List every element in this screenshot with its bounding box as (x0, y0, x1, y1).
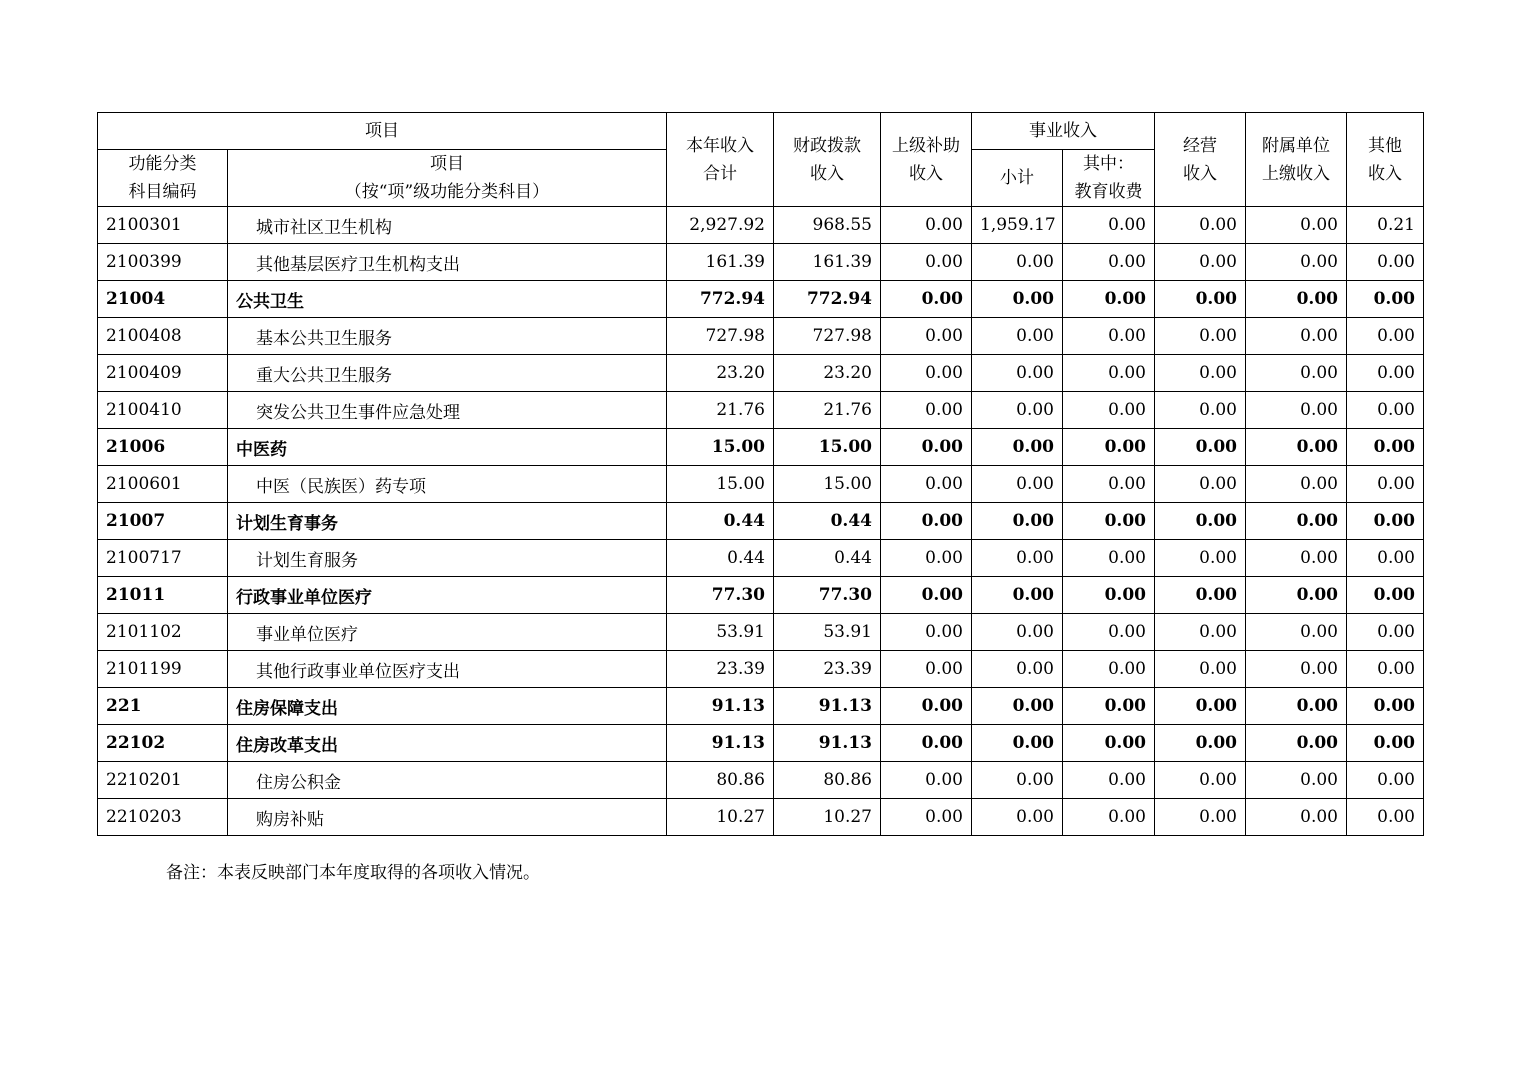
cell-superior: 0.00 (881, 762, 972, 799)
cell-operating: 0.00 (1155, 429, 1246, 466)
cell-education-fee: 0.00 (1063, 355, 1155, 392)
cell-affiliate: 0.00 (1246, 762, 1347, 799)
cell-superior: 0.00 (881, 503, 972, 540)
cell-total: 15.00 (667, 429, 774, 466)
cell-other: 0.00 (1347, 466, 1424, 503)
cell-fiscal: 968.55 (774, 207, 881, 244)
cell-fiscal: 10.27 (774, 799, 881, 836)
row-code: 2210203 (98, 799, 228, 836)
header-item: 项目 (98, 113, 667, 150)
row-name: 购房补贴 (228, 799, 667, 836)
cell-other: 0.00 (1347, 318, 1424, 355)
cell-operating: 0.00 (1155, 207, 1246, 244)
table-row (98, 651, 1424, 688)
cell-operating: 0.00 (1155, 466, 1246, 503)
table-note: 备注：本表反映部门本年度取得的各项收入情况。 (166, 863, 540, 883)
cell-education-fee: 0.00 (1063, 244, 1155, 281)
cell-business-subtotal: 0.00 (972, 355, 1063, 392)
cell-operating: 0.00 (1155, 577, 1246, 614)
cell-business-subtotal: 0.00 (972, 577, 1063, 614)
cell-superior: 0.00 (881, 318, 972, 355)
row-code: 21004 (98, 281, 228, 318)
row-name: 行政事业单位医疗 (228, 577, 667, 614)
cell-total: 23.39 (667, 651, 774, 688)
cell-fiscal: 80.86 (774, 762, 881, 799)
cell-business-subtotal: 0.00 (972, 392, 1063, 429)
cell-total: 15.00 (667, 466, 774, 503)
row-name: 城市社区卫生机构 (228, 207, 667, 244)
cell-affiliate: 0.00 (1246, 614, 1347, 651)
cell-operating: 0.00 (1155, 688, 1246, 725)
cell-operating: 0.00 (1155, 318, 1246, 355)
header-total: 本年收入 合计 (667, 113, 774, 207)
row-name: 中医药 (228, 429, 667, 466)
cell-fiscal: 0.44 (774, 503, 881, 540)
table-row (98, 577, 1424, 614)
table-body (98, 207, 1424, 836)
row-code: 2100408 (98, 318, 228, 355)
cell-business-subtotal: 0.00 (972, 503, 1063, 540)
row-code: 2101102 (98, 614, 228, 651)
cell-education-fee: 0.00 (1063, 725, 1155, 762)
cell-total: 77.30 (667, 577, 774, 614)
row-name: 其他行政事业单位医疗支出 (228, 651, 667, 688)
cell-other: 0.21 (1347, 207, 1424, 244)
cell-total: 161.39 (667, 244, 774, 281)
cell-education-fee: 0.00 (1063, 688, 1155, 725)
row-code: 2100717 (98, 540, 228, 577)
cell-education-fee: 0.00 (1063, 651, 1155, 688)
cell-business-subtotal: 0.00 (972, 762, 1063, 799)
cell-education-fee: 0.00 (1063, 503, 1155, 540)
cell-other: 0.00 (1347, 429, 1424, 466)
cell-operating: 0.00 (1155, 799, 1246, 836)
header-education: 其中： 教育收费 (1063, 150, 1155, 207)
cell-affiliate: 0.00 (1246, 503, 1347, 540)
cell-other: 0.00 (1347, 392, 1424, 429)
cell-superior: 0.00 (881, 466, 972, 503)
cell-total: 727.98 (667, 318, 774, 355)
cell-operating: 0.00 (1155, 651, 1246, 688)
cell-total: 10.27 (667, 799, 774, 836)
cell-education-fee: 0.00 (1063, 466, 1155, 503)
table-row (98, 355, 1424, 392)
cell-other: 0.00 (1347, 577, 1424, 614)
cell-fiscal: 91.13 (774, 725, 881, 762)
row-name: 基本公共卫生服务 (228, 318, 667, 355)
row-name: 中医（民族医）药专项 (228, 466, 667, 503)
cell-affiliate: 0.00 (1246, 651, 1347, 688)
cell-superior: 0.00 (881, 577, 972, 614)
cell-operating: 0.00 (1155, 762, 1246, 799)
row-name: 公共卫生 (228, 281, 667, 318)
cell-total: 21.76 (667, 392, 774, 429)
cell-superior: 0.00 (881, 355, 972, 392)
row-code: 21007 (98, 503, 228, 540)
cell-education-fee: 0.00 (1063, 392, 1155, 429)
table-row (98, 762, 1424, 799)
table-row (98, 503, 1424, 540)
cell-education-fee: 0.00 (1063, 762, 1155, 799)
cell-fiscal: 53.91 (774, 614, 881, 651)
row-code: 2210201 (98, 762, 228, 799)
cell-total: 2,927.92 (667, 207, 774, 244)
cell-affiliate: 0.00 (1246, 244, 1347, 281)
cell-business-subtotal: 0.00 (972, 725, 1063, 762)
cell-superior: 0.00 (881, 207, 972, 244)
row-name: 计划生育事务 (228, 503, 667, 540)
cell-total: 772.94 (667, 281, 774, 318)
cell-affiliate: 0.00 (1246, 725, 1347, 762)
cell-total: 0.44 (667, 503, 774, 540)
row-code: 2100601 (98, 466, 228, 503)
cell-business-subtotal: 1,959.17 (972, 207, 1063, 244)
header-subtotal: 小计 (972, 150, 1063, 207)
income-table (97, 112, 1424, 836)
cell-fiscal: 772.94 (774, 281, 881, 318)
cell-affiliate: 0.00 (1246, 392, 1347, 429)
cell-operating: 0.00 (1155, 281, 1246, 318)
cell-total: 0.44 (667, 540, 774, 577)
cell-superior: 0.00 (881, 651, 972, 688)
table-row (98, 207, 1424, 244)
cell-superior: 0.00 (881, 244, 972, 281)
cell-fiscal: 91.13 (774, 688, 881, 725)
row-code: 2101199 (98, 651, 228, 688)
cell-business-subtotal: 0.00 (972, 799, 1063, 836)
cell-fiscal: 23.39 (774, 651, 881, 688)
cell-affiliate: 0.00 (1246, 799, 1347, 836)
cell-superior: 0.00 (881, 688, 972, 725)
cell-superior: 0.00 (881, 392, 972, 429)
cell-operating: 0.00 (1155, 355, 1246, 392)
cell-operating: 0.00 (1155, 392, 1246, 429)
cell-operating: 0.00 (1155, 244, 1246, 281)
row-name: 计划生育服务 (228, 540, 667, 577)
cell-superior: 0.00 (881, 799, 972, 836)
header-affiliate: 附属单位 上缴收入 (1246, 113, 1347, 207)
cell-fiscal: 77.30 (774, 577, 881, 614)
cell-superior: 0.00 (881, 725, 972, 762)
cell-other: 0.00 (1347, 651, 1424, 688)
cell-business-subtotal: 0.00 (972, 318, 1063, 355)
cell-business-subtotal: 0.00 (972, 540, 1063, 577)
cell-other: 0.00 (1347, 540, 1424, 577)
row-name: 住房公积金 (228, 762, 667, 799)
cell-operating: 0.00 (1155, 725, 1246, 762)
cell-business-subtotal: 0.00 (972, 651, 1063, 688)
cell-business-subtotal: 0.00 (972, 466, 1063, 503)
cell-business-subtotal: 0.00 (972, 429, 1063, 466)
cell-fiscal: 727.98 (774, 318, 881, 355)
table-row (98, 799, 1424, 836)
table-row (98, 540, 1424, 577)
table-row (98, 244, 1424, 281)
cell-fiscal: 23.20 (774, 355, 881, 392)
cell-total: 91.13 (667, 725, 774, 762)
table-row (98, 725, 1424, 762)
cell-affiliate: 0.00 (1246, 540, 1347, 577)
header-operating: 经营 收入 (1155, 113, 1246, 207)
cell-fiscal: 0.44 (774, 540, 881, 577)
header-other: 其他 收入 (1347, 113, 1424, 207)
table-row (98, 614, 1424, 651)
cell-other: 0.00 (1347, 725, 1424, 762)
row-code: 221 (98, 688, 228, 725)
row-name: 住房保障支出 (228, 688, 667, 725)
cell-education-fee: 0.00 (1063, 540, 1155, 577)
cell-affiliate: 0.00 (1246, 577, 1347, 614)
cell-business-subtotal: 0.00 (972, 688, 1063, 725)
cell-other: 0.00 (1347, 355, 1424, 392)
cell-business-subtotal: 0.00 (972, 244, 1063, 281)
row-code: 2100410 (98, 392, 228, 429)
row-name: 事业单位医疗 (228, 614, 667, 651)
cell-total: 91.13 (667, 688, 774, 725)
cell-other: 0.00 (1347, 244, 1424, 281)
cell-superior: 0.00 (881, 429, 972, 466)
cell-education-fee: 0.00 (1063, 614, 1155, 651)
row-code: 2100409 (98, 355, 228, 392)
cell-total: 53.91 (667, 614, 774, 651)
cell-other: 0.00 (1347, 799, 1424, 836)
cell-other: 0.00 (1347, 281, 1424, 318)
header-superior: 上级补助 收入 (881, 113, 972, 207)
cell-education-fee: 0.00 (1063, 207, 1155, 244)
cell-education-fee: 0.00 (1063, 281, 1155, 318)
cell-education-fee: 0.00 (1063, 318, 1155, 355)
cell-other: 0.00 (1347, 614, 1424, 651)
cell-fiscal: 15.00 (774, 466, 881, 503)
cell-affiliate: 0.00 (1246, 688, 1347, 725)
table-row (98, 466, 1424, 503)
cell-operating: 0.00 (1155, 540, 1246, 577)
row-name: 突发公共卫生事件应急处理 (228, 392, 667, 429)
header-fiscal: 财政拨款 收入 (774, 113, 881, 207)
cell-superior: 0.00 (881, 540, 972, 577)
cell-affiliate: 0.00 (1246, 207, 1347, 244)
table-row (98, 392, 1424, 429)
cell-fiscal: 161.39 (774, 244, 881, 281)
table-row (98, 318, 1424, 355)
cell-affiliate: 0.00 (1246, 355, 1347, 392)
cell-education-fee: 0.00 (1063, 799, 1155, 836)
header-business: 事业收入 (972, 113, 1155, 150)
cell-affiliate: 0.00 (1246, 318, 1347, 355)
cell-operating: 0.00 (1155, 503, 1246, 540)
header-name: 项目 （按“项”级功能分类科目） (228, 150, 667, 207)
header-code: 功能分类 科目编码 (98, 150, 228, 207)
cell-other: 0.00 (1347, 688, 1424, 725)
cell-superior: 0.00 (881, 614, 972, 651)
cell-superior: 0.00 (881, 281, 972, 318)
row-code: 2100301 (98, 207, 228, 244)
cell-business-subtotal: 0.00 (972, 614, 1063, 651)
cell-total: 80.86 (667, 762, 774, 799)
cell-other: 0.00 (1347, 503, 1424, 540)
table-row (98, 688, 1424, 725)
cell-business-subtotal: 0.00 (972, 281, 1063, 318)
cell-fiscal: 15.00 (774, 429, 881, 466)
table-row (98, 281, 1424, 318)
row-name: 住房改革支出 (228, 725, 667, 762)
row-code: 21011 (98, 577, 228, 614)
cell-education-fee: 0.00 (1063, 429, 1155, 466)
cell-affiliate: 0.00 (1246, 466, 1347, 503)
cell-other: 0.00 (1347, 762, 1424, 799)
row-code: 2100399 (98, 244, 228, 281)
cell-total: 23.20 (667, 355, 774, 392)
row-name: 重大公共卫生服务 (228, 355, 667, 392)
cell-affiliate: 0.00 (1246, 281, 1347, 318)
cell-affiliate: 0.00 (1246, 429, 1347, 466)
row-code: 21006 (98, 429, 228, 466)
table-row (98, 429, 1424, 466)
row-name: 其他基层医疗卫生机构支出 (228, 244, 667, 281)
cell-operating: 0.00 (1155, 614, 1246, 651)
cell-education-fee: 0.00 (1063, 577, 1155, 614)
cell-fiscal: 21.76 (774, 392, 881, 429)
row-code: 22102 (98, 725, 228, 762)
